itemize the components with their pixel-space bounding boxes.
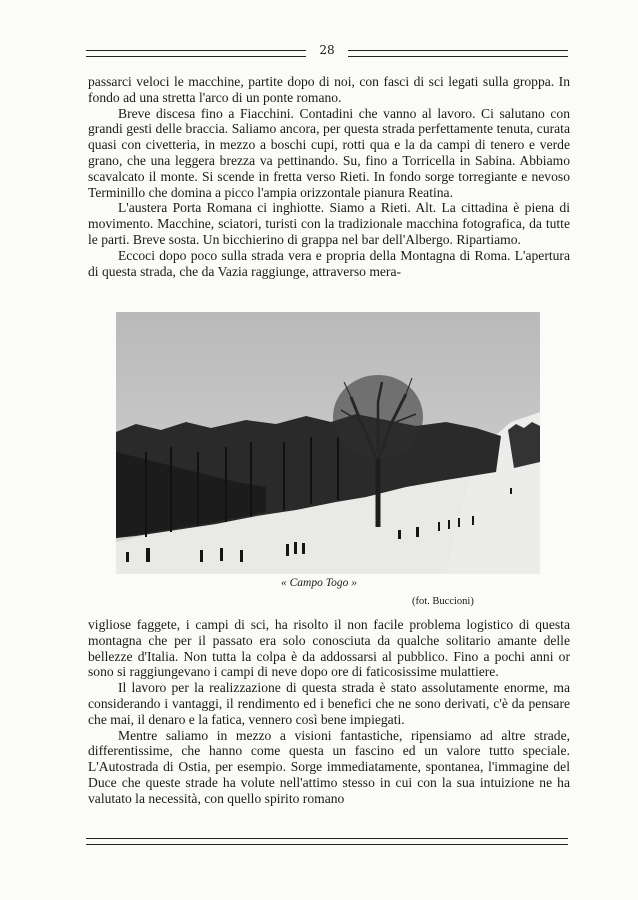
photo-illustration [116,312,540,574]
paragraph: passarci veloci le macchine, partite dopo di noi, con fasci di sci legati sulla groppa. In fondo ad una stretta l'arco di un ponte romano. [88,74,570,105]
photo-campo-togo [116,312,540,574]
page-number: 28 [319,43,335,57]
paragraph: Mentre saliamo in mezzo a visioni fantastiche, ripensiamo ad altre strade, differentissime, che hanno come questa un fascino ed un valore tutto speciale. L'Autostrada di Ostia, per esempio. Sorge immediatamente, spontanea, l'immagine del Duce che queste strade ha volute nell'attimo stesso in cui con la sua intuizione ne ha valutato la necessità, con quello spirito romano [88,727,570,806]
bottom-text-block [88,617,570,807]
footer-rule [86,838,568,845]
paragraph: Breve discesa fino a Fiacchini. Contadini che vanno al lavoro. Ci salutano con grandi gesti delle braccia. Saliamo ancora, per questa strada perfettamente tenuta, curata quasi con civetteria, in mezzo a boschi cupi, rotti qua e la da campi di tenero e verde grano, che una leggera brezza va pettinando. Su, fino a Torricella in Sabina. Abbiamo scavalcato il monte. Si scende in fretta verso Rieti. In fondo sorge torregiante e nevoso Terminillo che domina a picco l'ampia orizzontale pianura Reatina. [88,105,570,200]
tree-canopy [333,375,423,459]
header-rule-left [86,50,306,57]
page-header [86,44,568,60]
photo-credit: (fot. Buccioni) [412,596,474,607]
header-rule-right [348,50,568,57]
paragraph: Il lavoro per la realizzazione di questa strada è stato assolutamente enorme, ma considerando i vantaggi, il rendimento ed i benefici che ne sono derivati, c'è da pensare che mai, il denaro e la fatica, vennero così bene impiegati. [88,680,570,727]
paragraph: L'austera Porta Romana ci inghiotte. Siamo a Rieti. Alt. La cittadina è piena di movimento. Macchine, sciatori, turisti con la tradizionale macchina fotografica, da tutte le parti. Breve sosta. Un bicchierino di grappa nel bar dell'Albergo. Ripartiamo. [88,200,570,247]
photo-caption: « Campo Togo » [281,577,357,589]
top-text-block [88,74,570,279]
paragraph: Eccoci dopo poco sulla strada vera e propria della Montagna di Roma. L'apertura di questa strada, che da Vazia raggiunge, attraverso mera- [88,247,570,279]
paragraph: vigliose faggete, i campi di sci, ha risolto il non facile problema logistico di questa montagna che per il passato era solo conosciuta da qualche solitario amante delle bellezze d'Italia. Non tutta la colpa è da addossarsi al pubblico. Fino a pochi anni or sono si raggiungevano i campi di neve dopo ore di faticosissime mulattiere. [88,617,570,680]
